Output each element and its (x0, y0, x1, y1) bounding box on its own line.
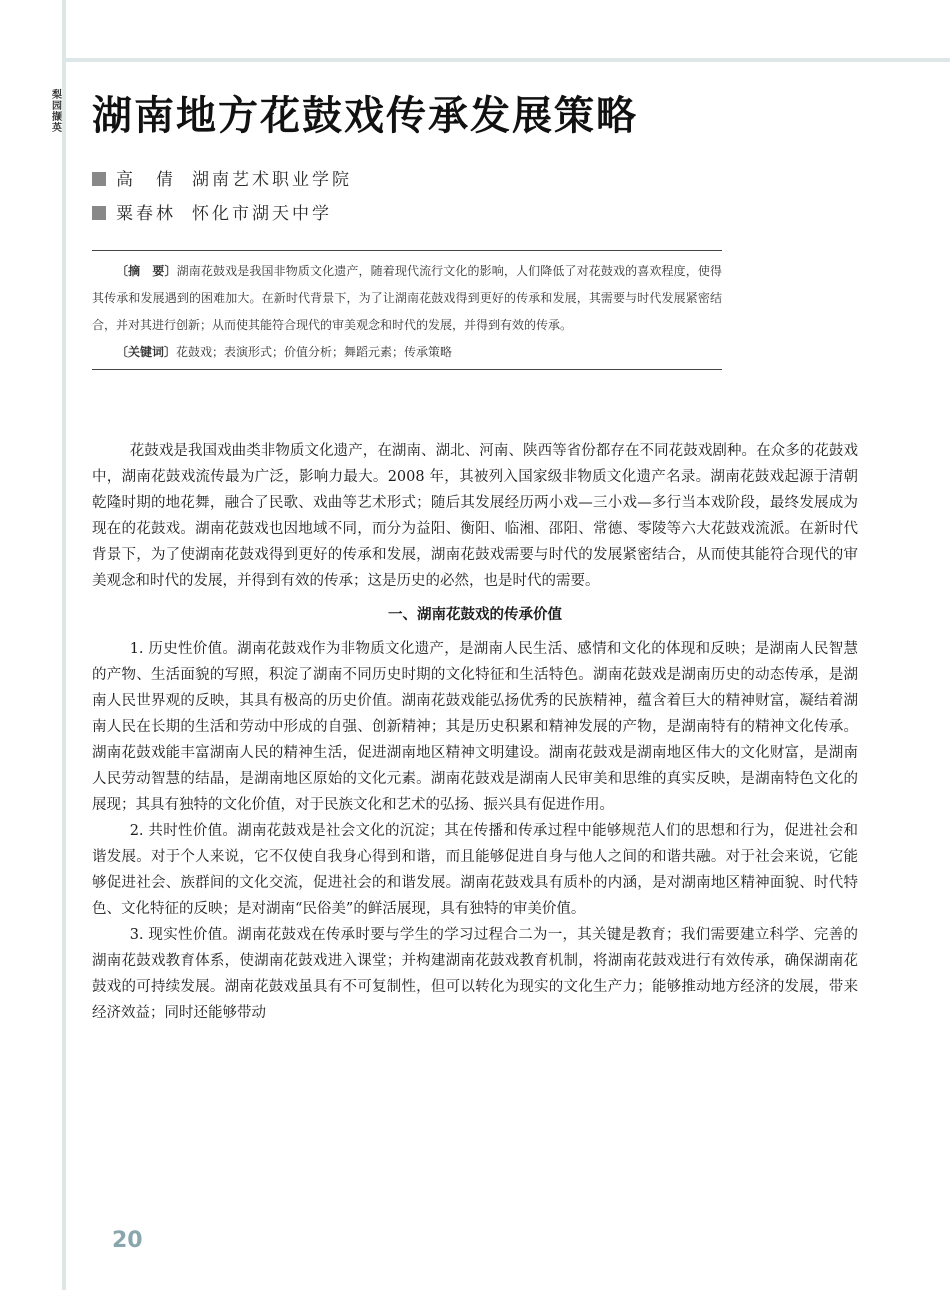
abstract (92, 258, 722, 339)
abstract-box (92, 250, 722, 370)
left-margin-rule (62, 0, 66, 1290)
top-header-rule (62, 58, 950, 62)
author-affiliation: 湖南艺术职业学院 (192, 170, 352, 190)
author-line (92, 168, 352, 202)
article-title: 湖南地方花鼓戏传承发展策略 (92, 93, 638, 139)
abstract-text: 湖南花鼓戏是我国非物质文化遗产，随着现代流行文化的影响，人们降低了对花鼓戏的喜欢程度，使得其传承和发展遇到的困难加大。在新时代背景下，为了让湖南花鼓戏得到更好的传承和发展，其需要与时代发展紧密结合，并对其进行创新；从而使其能符合现代的审美观念和时代的发展，并得到有效的传承。 (92, 264, 722, 332)
article-body (92, 438, 858, 1026)
square-bullet-icon (92, 206, 106, 220)
author-name: 粟春林 (116, 204, 176, 224)
square-bullet-icon (92, 172, 106, 186)
intro-paragraph: 花鼓戏是我国戏曲类非物质文化遗产，在湖南、湖北、河南、陕西等省份都存在不同花鼓戏剧种。在众多的花鼓戏中，湖南花鼓戏流传最为广泛，影响力最大。2008 年，其被列入国家级非物质文化遗产名录。湖南花鼓戏起源于清朝乾隆时期的地花舞，融合了民歌、戏曲等艺术形式；随后其发展经历两小戏—三小戏—多行当本戏阶段，最终发展成为现在的花鼓戏。湖南花鼓戏也因地域不同，而分为益阳、衡阳、临湘、邵阳、常德、零陵等六大花鼓戏流派。在新时代背景下，为了使湖南花鼓戏得到更好的传承和发展，湖南花鼓戏需要与时代的发展紧密结合，从而使其能符合现代的审美观念和时代的发展，并得到有效的传承；这是历史的必然，也是时代的需要。 (92, 443, 858, 589)
section-heading: 一、湖南花鼓戏的传承价值 (388, 607, 562, 623)
keywords-label: 〔关键词〕 (116, 345, 177, 359)
body-paragraph: 3. 现实性价值。湖南花鼓戏在传承时要与学生的学习过程合二为一，其关键是教育；我们需要建立科学、完善的湖南花鼓戏教育体系，使湖南花鼓戏进入课堂；并构建湖南花鼓戏教育机制，将湖南花鼓戏进行有效传承，确保湖南花鼓戏的可持续发展。湖南花鼓戏虽具有不可复制性，但可以转化为现实的文化生产力；能够推动地方经济的发展，带来经济效益；同时还能够带动 (92, 927, 858, 1021)
author-affiliation: 怀化市湖天中学 (192, 204, 332, 224)
abstract-label: 〔摘 要〕 (116, 264, 177, 278)
author-name: 高 倩 (116, 170, 176, 190)
keywords (92, 339, 722, 366)
body-paragraph: 2. 共时性价值。湖南花鼓戏是社会文化的沉淀；其在传播和传承过程中能够规范人们的思想和行为，促进社会和谐发展。对于个人来说，它不仅使自我身心得到和谐，而且能够促进自身与他人之间的和谐共融。对于社会来说，它能够促进社会、族群间的文化交流，促进社会的和谐发展。湖南花鼓戏具有质朴的内涵，是对湖南地区精神面貌、时代特色、文化特征的反映；是对湖南“民俗美”的鲜活展现，具有独特的审美价值。 (92, 823, 858, 917)
author-list (92, 168, 352, 236)
column-tag: 梨园撷英 (52, 90, 62, 134)
page-number: 20 (112, 1228, 143, 1253)
keywords-text: 花鼓戏；表演形式；价值分析；舞蹈元素；传承策略 (176, 345, 453, 359)
author-line (92, 202, 352, 236)
body-paragraph: 1. 历史性价值。湖南花鼓戏作为非物质文化遗产，是湖南人民生活、感情和文化的体现和反映；是湖南人民智慧的产物、生活面貌的写照，积淀了湖南不同历史时期的文化特征和生活特色。湖南花鼓戏是湖南历史的动态传承，是湖南人民世界观的反映，其具有极高的历史价值。湖南花鼓戏能弘扬优秀的民族精神，蕴含着巨大的精神财富，凝结着湖南人民在长期的生活和劳动中形成的自强、创新精神；其是历史积累和精神发展的产物，是湖南特有的精神文化传承。湖南花鼓戏能丰富湖南人民的精神生活，促进湖南地区精神文明建设。湖南花鼓戏是湖南地区伟大的文化财富，是湖南人民劳动智慧的结晶，是湖南地区原始的文化元素。湖南花鼓戏是湖南人民审美和思维的真实反映，是湖南特色文化的展现；其具有独特的文化价值，对于民族文化和艺术的弘扬、振兴具有促进作用。 (92, 641, 858, 813)
